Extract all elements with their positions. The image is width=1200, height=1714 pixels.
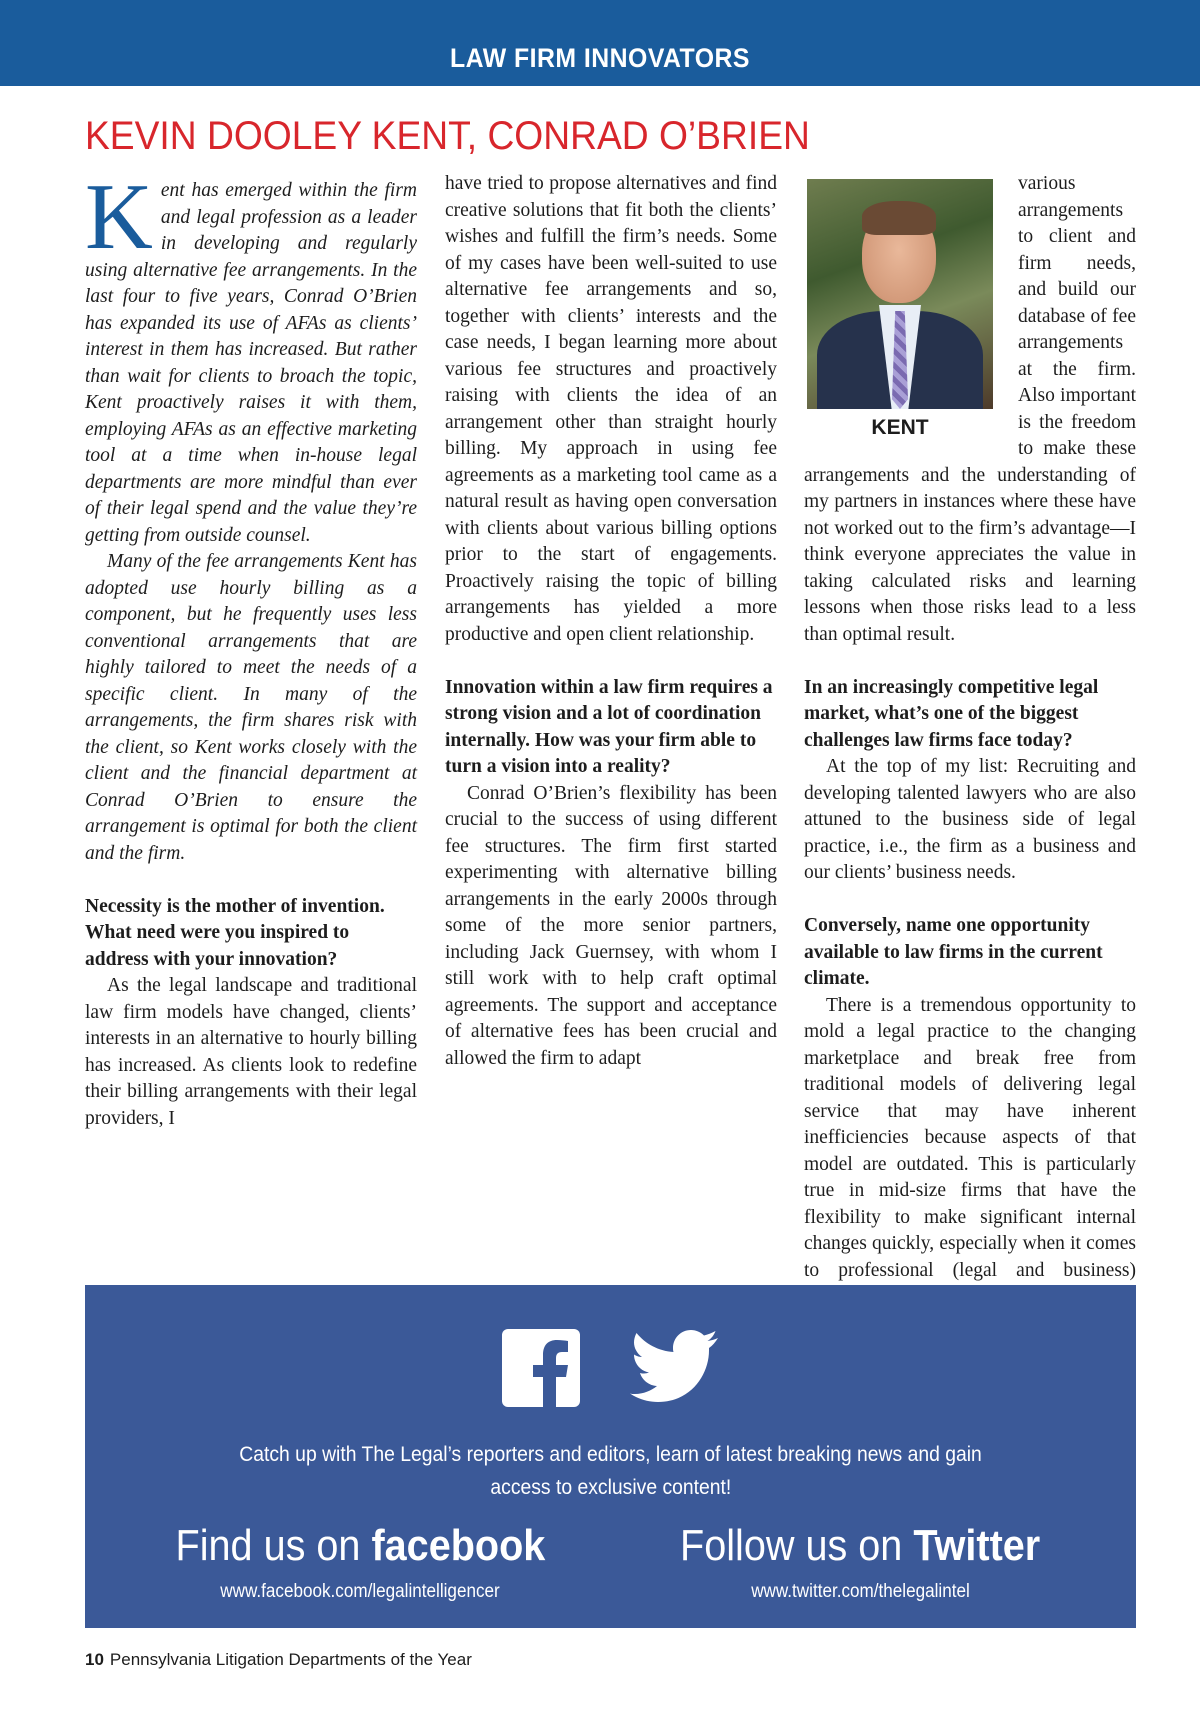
question-4: Conversely, name one opportunity available to law firms in the current climate. [804, 915, 1103, 989]
answer-3: At the top of my list: Recruiting and developing talented lawyers who are also attuned to the business side of legal practice, i.e., the firm as a business and our clients’ business needs. [804, 756, 1136, 883]
facebook-callout[interactable]: Find us on facebook www.facebook.com/legalintelligencer [85, 1519, 635, 1605]
intro-paragraph: Kent has emerged within the firm and legal profession as a leader in developing and regularly using alternative fee arrangements. In the last four to five years, Conrad O’Brien has expanded its use of AFAs as clients’ interest in them has increased. But rather than wait for clients to broach the topic, Kent proactively raises it with them, employing AFAs as an effective marketing tool at a time when in-house legal departments are more mindful than ever of their legal spend and the value they’re getting from outside counsel. [85, 165, 417, 546]
photo-caption: KENT [871, 416, 929, 439]
twitter-brand: Twitter [913, 1521, 1041, 1570]
publication-name: Pennsylvania Litigation Departments of the Year [109, 1650, 472, 1669]
section-title: LAW FIRM INNOVATORS [450, 43, 750, 73]
answer-2-part-1: Conrad O’Brien’s flexibility has been crucial to the success of using different fee structures. The firm first started experimenting with alternative billing arrangements in the early 2000s through some of the more senior partners, including Jack Guernsey, with whom I still work with to help craft optimal agreements. The support and acceptance of alternative fees has been crucial and allowed the firm to adapt [445, 782, 777, 1069]
twitter-callout[interactable]: Follow us on Twitter www.twitter.com/thelegalintel [585, 1519, 1136, 1605]
dropcap: K [85, 165, 153, 269]
facebook-icon[interactable] [502, 1329, 580, 1407]
answer-4: There is a tremendous opportunity to mold a legal practice to the changing marketplace and break free from traditional models of delivering legal service that may have inherent inefficiencies because aspects of that model are outdated. This is particularly true in mid-size firms that have the flexibility to make significant internal changes quickly, especially when it comes to professional (legal and business) [804, 994, 1136, 1281]
article-headline: KEVIN DOOLEY KENT, CONRAD O’BRIEN [85, 114, 810, 158]
facebook-brand: facebook [371, 1521, 545, 1570]
portrait-photo [807, 179, 993, 409]
portrait-figure [800, 179, 1000, 442]
promo-tagline: Catch up with The Legal’s reporters and editors, learn of latest breaking news and gain access to exclusive content! [239, 1442, 982, 1499]
twitter-url[interactable]: www.twitter.com/thelegalintel [751, 1581, 970, 1602]
section-header-bar [0, 0, 1200, 86]
answer-1-part-2: have tried to propose alternatives and find creative solutions that fit both the clients’ wishes and fulfill the firm’s needs. Some of my cases have been well-suited to use alternative fee arrangements and so, together with clients’ interests and the case needs, I began learning more about various fee structures and proactively raising with clients the idea of an arrangement other than straight hourly billing. My approach in using fee agreements as a marketing tool came as a natural result as having open conversation with clients about various billing options prior to the start of engagements. Proactively raising the topic of billing arrangements has yielded a more productive and open client relationship. [445, 173, 777, 645]
article-column-1 [85, 165, 417, 1132]
question-2: Innovation within a law firm requires a strong vision and a lot of coordination internally. How was your firm able to turn a vision into a reality? [445, 676, 773, 777]
answer-1-part-1: As the legal landscape and traditional law firm models have changed, clients’ interests in an alternative to hourly billing has increased. As clients look to redefine their billing arrangements with their legal providers, I [85, 975, 417, 1129]
facebook-url[interactable]: www.facebook.com/legalintelligencer [220, 1581, 500, 1602]
social-icons [85, 1329, 1136, 1407]
answer-2-part-2: KENT various arrangements to client and firm needs, and build our database of fee arrangements at the firm. Also important is the freedom to make these arrangements and the understanding of my partners in instances where these have not worked out to the firm’s advantage—I think everyone appreciates the value in taking calculated risks and learning lessons when those risks lead to a less than optimal result. [804, 171, 1136, 648]
page-number: 10 [85, 1650, 104, 1669]
article-column-2 [445, 171, 777, 1072]
question-3: In an increasingly competitive legal market, what’s one of the biggest challenges law firms face today? [804, 676, 1099, 751]
intro-paragraph-2: Many of the fee arrangements Kent has adopted use hourly billing as a component, but he frequently uses less conventional arrangements that are highly tailored to meet the needs of a specific client. In many of the arrangements, the firm shares risk with the client, so Kent works closely with the client and the financial department at Conrad O’Brien to ensure the arrangement is optimal for both the client and the firm. [85, 551, 417, 864]
social-promo-banner [85, 1285, 1136, 1628]
twitter-icon[interactable] [628, 1329, 720, 1407]
question-1: Necessity is the mother of invention. What need were you inspired to address with your innovation? [85, 895, 385, 970]
article-column-3 [804, 171, 1136, 1311]
page-footer [85, 1650, 472, 1670]
